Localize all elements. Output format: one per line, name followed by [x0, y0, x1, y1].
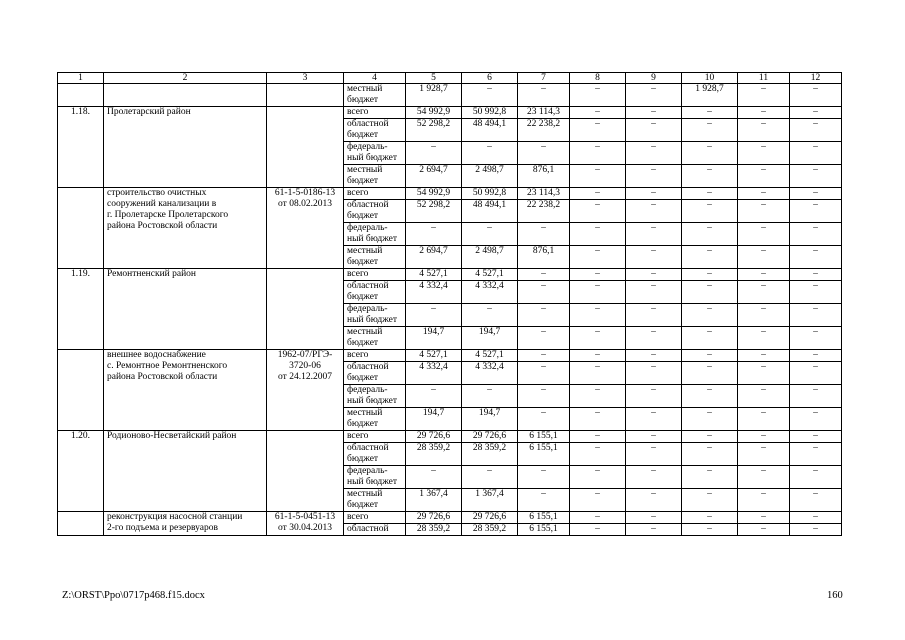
value-cell: –: [738, 443, 790, 466]
column-header: 1: [58, 73, 104, 84]
value-cell: –: [738, 107, 790, 119]
value-cell: –: [570, 350, 626, 362]
value-cell: –: [406, 223, 462, 246]
value-cell: –: [570, 84, 626, 107]
value-cell: 4 332,4: [406, 281, 462, 304]
value-cell: –: [738, 269, 790, 281]
table-row: [58, 84, 842, 107]
table-row: [58, 269, 842, 281]
table-row: [58, 188, 842, 200]
value-cell: –: [682, 304, 738, 327]
column-header: 7: [518, 73, 570, 84]
value-cell: –: [738, 362, 790, 385]
value-cell: 1 367,4: [462, 489, 518, 512]
value-cell: 1 928,7: [406, 84, 462, 107]
value-cell: –: [570, 385, 626, 408]
funding-source: местный бюджет: [344, 246, 406, 269]
column-header: 4: [344, 73, 406, 84]
value-cell: –: [790, 431, 842, 443]
value-cell: –: [790, 223, 842, 246]
value-cell: –: [790, 512, 842, 524]
value-cell: –: [790, 350, 842, 362]
value-cell: –: [626, 304, 682, 327]
value-cell: –: [626, 269, 682, 281]
value-cell: –: [570, 512, 626, 524]
value-cell: –: [790, 188, 842, 200]
value-cell: 29 726,6: [406, 512, 462, 524]
value-cell: –: [682, 443, 738, 466]
value-cell: –: [626, 489, 682, 512]
value-cell: –: [626, 188, 682, 200]
funding-source: областной бюджет: [344, 200, 406, 223]
item-name: внешнее водоснабжение с. Ремонтное Ремонтненского района Ростовской области: [104, 350, 267, 431]
value-cell: 2 694,7: [406, 246, 462, 269]
value-cell: –: [626, 512, 682, 524]
value-cell: 23 114,3: [518, 188, 570, 200]
funding-source: областной бюджет: [344, 119, 406, 142]
item-name: [104, 84, 267, 107]
value-cell: –: [518, 281, 570, 304]
value-cell: –: [626, 119, 682, 142]
funding-source: областной: [344, 524, 406, 536]
header-row: [58, 73, 842, 84]
value-cell: –: [682, 350, 738, 362]
value-cell: –: [738, 489, 790, 512]
value-cell: –: [790, 119, 842, 142]
value-cell: 6 155,1: [518, 524, 570, 536]
value-cell: –: [518, 408, 570, 431]
column-header: 6: [462, 73, 518, 84]
expertise-code: 61-1-5-0186-13 от 08.02.2013: [267, 188, 344, 269]
value-cell: 52 298,2: [406, 200, 462, 223]
value-cell: –: [790, 408, 842, 431]
value-cell: –: [626, 524, 682, 536]
funding-source: областной бюджет: [344, 281, 406, 304]
value-cell: –: [406, 385, 462, 408]
value-cell: –: [406, 142, 462, 165]
value-cell: –: [738, 431, 790, 443]
value-cell: –: [518, 223, 570, 246]
expertise-code: 1962-07/РГЭ- 3720-06 от 24.12.2007: [267, 350, 344, 431]
value-cell: 6 155,1: [518, 431, 570, 443]
value-cell: 4 527,1: [406, 269, 462, 281]
value-cell: 6 155,1: [518, 512, 570, 524]
funding-source: местный бюджет: [344, 84, 406, 107]
value-cell: –: [738, 408, 790, 431]
value-cell: –: [682, 281, 738, 304]
value-cell: –: [570, 269, 626, 281]
value-cell: 54 992,9: [406, 188, 462, 200]
funding-source: всего: [344, 350, 406, 362]
value-cell: –: [738, 512, 790, 524]
value-cell: –: [682, 142, 738, 165]
funding-source: федераль- ный бюджет: [344, 223, 406, 246]
value-cell: –: [570, 107, 626, 119]
column-header: 3: [267, 73, 344, 84]
value-cell: –: [570, 431, 626, 443]
value-cell: 876,1: [518, 246, 570, 269]
value-cell: –: [738, 165, 790, 188]
value-cell: –: [570, 443, 626, 466]
funding-source: областной бюджет: [344, 443, 406, 466]
value-cell: –: [570, 142, 626, 165]
value-cell: 2 694,7: [406, 165, 462, 188]
value-cell: –: [682, 165, 738, 188]
funding-source: всего: [344, 107, 406, 119]
item-name: строительство очистных сооружений канализации в г. Пролетарске Пролетарского района Ростовской области: [104, 188, 267, 269]
expertise-code: 61-1-5-0451-13 от 30.04.2013: [267, 512, 344, 536]
item-number: [58, 350, 104, 431]
value-cell: 2 498,7: [462, 165, 518, 188]
funding-source: всего: [344, 512, 406, 524]
value-cell: –: [790, 107, 842, 119]
item-number: [58, 512, 104, 536]
value-cell: 29 726,6: [462, 512, 518, 524]
column-header: 10: [682, 73, 738, 84]
item-number: [58, 84, 104, 107]
funding-source: всего: [344, 269, 406, 281]
value-cell: 194,7: [406, 408, 462, 431]
value-cell: –: [682, 188, 738, 200]
value-cell: –: [518, 385, 570, 408]
expertise-code: [267, 84, 344, 107]
value-cell: –: [790, 362, 842, 385]
value-cell: 1 928,7: [682, 84, 738, 107]
value-cell: –: [682, 119, 738, 142]
footer-page-number: 160: [827, 590, 843, 601]
value-cell: –: [626, 165, 682, 188]
value-cell: –: [738, 281, 790, 304]
value-cell: –: [682, 107, 738, 119]
value-cell: –: [518, 84, 570, 107]
value-cell: –: [570, 466, 626, 489]
value-cell: –: [738, 223, 790, 246]
table-row: [58, 350, 842, 362]
value-cell: –: [682, 223, 738, 246]
value-cell: –: [738, 246, 790, 269]
value-cell: –: [682, 512, 738, 524]
value-cell: 29 726,6: [406, 431, 462, 443]
table-row: [58, 431, 842, 443]
value-cell: –: [518, 304, 570, 327]
value-cell: –: [682, 362, 738, 385]
value-cell: –: [462, 304, 518, 327]
value-cell: –: [570, 165, 626, 188]
value-cell: –: [738, 304, 790, 327]
value-cell: –: [790, 200, 842, 223]
expertise-code: [267, 107, 344, 188]
value-cell: 28 359,2: [462, 443, 518, 466]
value-cell: –: [738, 327, 790, 350]
value-cell: –: [790, 327, 842, 350]
value-cell: –: [626, 223, 682, 246]
value-cell: –: [626, 327, 682, 350]
column-header: 11: [738, 73, 790, 84]
value-cell: 4 332,4: [462, 362, 518, 385]
value-cell: –: [682, 524, 738, 536]
value-cell: –: [790, 165, 842, 188]
expertise-code: [267, 269, 344, 350]
value-cell: 54 992,9: [406, 107, 462, 119]
value-cell: –: [626, 107, 682, 119]
item-name: Ремонтненский район: [104, 269, 267, 350]
value-cell: –: [626, 385, 682, 408]
value-cell: –: [682, 431, 738, 443]
value-cell: 4 527,1: [462, 269, 518, 281]
value-cell: –: [790, 246, 842, 269]
funding-source: всего: [344, 431, 406, 443]
table-row: [58, 107, 842, 119]
value-cell: 23 114,3: [518, 107, 570, 119]
value-cell: 876,1: [518, 165, 570, 188]
value-cell: –: [682, 466, 738, 489]
value-cell: –: [682, 246, 738, 269]
value-cell: –: [682, 489, 738, 512]
value-cell: –: [626, 200, 682, 223]
value-cell: –: [518, 142, 570, 165]
budget-table: [57, 72, 842, 536]
value-cell: –: [462, 466, 518, 489]
value-cell: –: [626, 431, 682, 443]
value-cell: 28 359,2: [462, 524, 518, 536]
value-cell: –: [738, 524, 790, 536]
expertise-code: [267, 431, 344, 512]
value-cell: 50 992,8: [462, 188, 518, 200]
table-body: [58, 84, 842, 536]
value-cell: –: [738, 466, 790, 489]
value-cell: –: [626, 281, 682, 304]
value-cell: –: [790, 524, 842, 536]
value-cell: –: [570, 246, 626, 269]
value-cell: –: [570, 362, 626, 385]
value-cell: –: [518, 489, 570, 512]
value-cell: –: [738, 385, 790, 408]
value-cell: –: [790, 281, 842, 304]
value-cell: –: [570, 327, 626, 350]
value-cell: –: [626, 443, 682, 466]
column-header: 12: [790, 73, 842, 84]
value-cell: –: [570, 119, 626, 142]
funding-source: всего: [344, 188, 406, 200]
value-cell: –: [462, 385, 518, 408]
footer-file-path: Z:\ORST\Ppo\0717p468.f15.docx: [62, 590, 205, 601]
value-cell: –: [626, 350, 682, 362]
value-cell: 194,7: [462, 408, 518, 431]
funding-source: федераль- ный бюджет: [344, 385, 406, 408]
value-cell: –: [626, 408, 682, 431]
value-cell: 29 726,6: [462, 431, 518, 443]
column-header: 5: [406, 73, 462, 84]
value-cell: 48 494,1: [462, 200, 518, 223]
table-row: [58, 512, 842, 524]
value-cell: –: [406, 466, 462, 489]
value-cell: 6 155,1: [518, 443, 570, 466]
value-cell: –: [738, 350, 790, 362]
value-cell: –: [626, 246, 682, 269]
value-cell: –: [518, 350, 570, 362]
value-cell: 52 298,2: [406, 119, 462, 142]
value-cell: 194,7: [406, 327, 462, 350]
value-cell: –: [462, 142, 518, 165]
value-cell: –: [518, 362, 570, 385]
value-cell: 2 498,7: [462, 246, 518, 269]
value-cell: –: [462, 223, 518, 246]
value-cell: –: [570, 408, 626, 431]
value-cell: 4 527,1: [406, 350, 462, 362]
value-cell: –: [518, 327, 570, 350]
value-cell: –: [738, 119, 790, 142]
value-cell: –: [518, 269, 570, 281]
value-cell: –: [790, 269, 842, 281]
value-cell: –: [790, 466, 842, 489]
value-cell: 4 332,4: [462, 281, 518, 304]
value-cell: 4 527,1: [462, 350, 518, 362]
value-cell: –: [738, 84, 790, 107]
value-cell: –: [570, 524, 626, 536]
item-number: 1.18.: [58, 107, 104, 188]
value-cell: –: [570, 188, 626, 200]
item-name: Пролетарский район: [104, 107, 267, 188]
value-cell: 48 494,1: [462, 119, 518, 142]
column-header: 8: [570, 73, 626, 84]
value-cell: 4 332,4: [406, 362, 462, 385]
value-cell: –: [790, 142, 842, 165]
funding-source: местный бюджет: [344, 165, 406, 188]
value-cell: –: [570, 489, 626, 512]
value-cell: 28 359,2: [406, 524, 462, 536]
funding-source: местный бюджет: [344, 408, 406, 431]
value-cell: –: [570, 281, 626, 304]
value-cell: –: [518, 466, 570, 489]
value-cell: 1 367,4: [406, 489, 462, 512]
funding-source: федераль- ный бюджет: [344, 142, 406, 165]
value-cell: 194,7: [462, 327, 518, 350]
funding-source: местный бюджет: [344, 327, 406, 350]
value-cell: –: [790, 385, 842, 408]
item-number: 1.19.: [58, 269, 104, 350]
value-cell: –: [682, 200, 738, 223]
value-cell: –: [462, 84, 518, 107]
value-cell: –: [738, 200, 790, 223]
value-cell: –: [626, 466, 682, 489]
value-cell: 22 238,2: [518, 200, 570, 223]
funding-source: местный бюджет: [344, 489, 406, 512]
item-name: реконструкция насосной станции 2-го подъема и резервуаров: [104, 512, 267, 536]
value-cell: –: [626, 362, 682, 385]
value-cell: –: [626, 84, 682, 107]
value-cell: –: [682, 385, 738, 408]
value-cell: –: [570, 223, 626, 246]
item-number: 1.20.: [58, 431, 104, 512]
item-name: Родионово-Несветайский район: [104, 431, 267, 512]
value-cell: –: [790, 304, 842, 327]
value-cell: –: [682, 408, 738, 431]
value-cell: –: [626, 142, 682, 165]
funding-source: федераль- ный бюджет: [344, 304, 406, 327]
funding-source: областной бюджет: [344, 362, 406, 385]
value-cell: –: [790, 489, 842, 512]
value-cell: –: [682, 269, 738, 281]
value-cell: –: [406, 304, 462, 327]
value-cell: –: [790, 443, 842, 466]
item-number: [58, 188, 104, 269]
funding-source: федераль- ный бюджет: [344, 466, 406, 489]
value-cell: –: [790, 84, 842, 107]
value-cell: 22 238,2: [518, 119, 570, 142]
value-cell: 28 359,2: [406, 443, 462, 466]
value-cell: –: [738, 188, 790, 200]
column-header: 9: [626, 73, 682, 84]
value-cell: –: [682, 327, 738, 350]
value-cell: 50 992,8: [462, 107, 518, 119]
value-cell: –: [738, 142, 790, 165]
value-cell: –: [570, 304, 626, 327]
column-header: 2: [104, 73, 267, 84]
value-cell: –: [570, 200, 626, 223]
